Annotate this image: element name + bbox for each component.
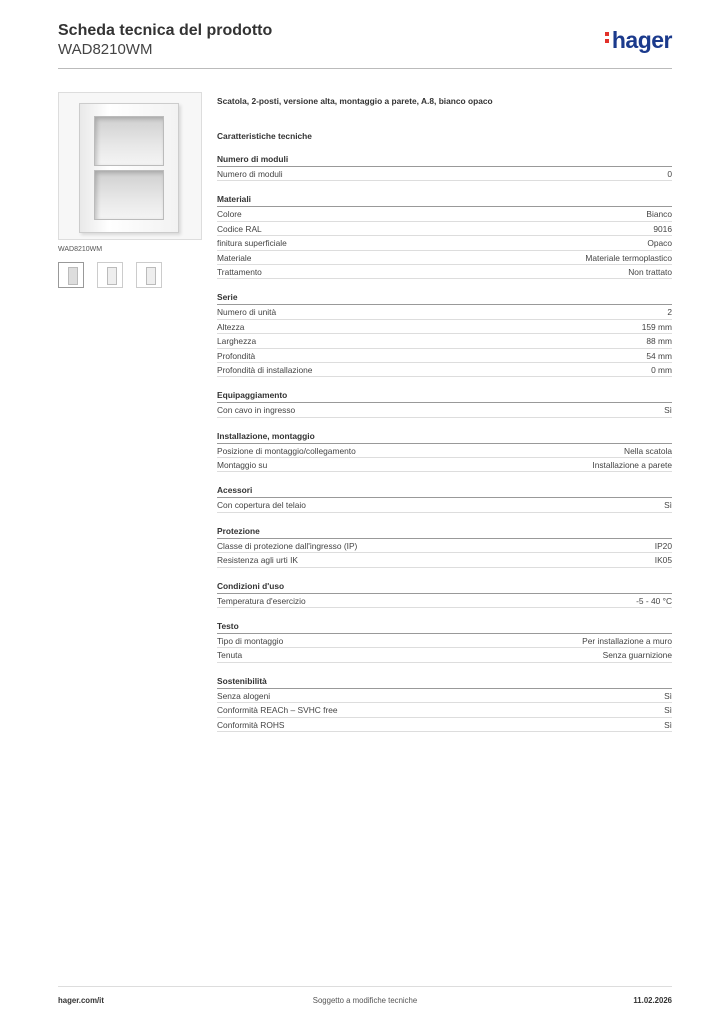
spec-section (217, 292, 672, 377)
spec-section (217, 431, 672, 473)
spec-section (217, 154, 672, 181)
spec-label: finitura superficiale (217, 238, 287, 249)
spec-label: Altezza (217, 321, 245, 332)
spec-label: Tenuta (217, 650, 243, 661)
spec-row (217, 594, 672, 608)
logo-dots-icon (605, 29, 610, 46)
section-title: Condizioni d'uso (217, 581, 672, 594)
spec-label: Conformità REACh – SVHC free (217, 705, 338, 716)
box-slot-bottom (94, 170, 164, 220)
spec-value: 88 mm (646, 336, 672, 347)
spec-row (217, 207, 672, 221)
spec-section (217, 526, 672, 568)
spec-value: Nella scatola (624, 445, 672, 456)
spec-section (217, 676, 672, 732)
spec-row (217, 634, 672, 648)
spec-sections (217, 154, 672, 732)
spec-value: Sì (664, 500, 672, 511)
spec-value: Sì (664, 705, 672, 716)
spec-label: Conformità ROHS (217, 719, 285, 730)
spec-row (217, 305, 672, 319)
thumbnail-1[interactable] (58, 262, 84, 288)
spec-sheet (217, 96, 672, 732)
footer-divider (58, 986, 672, 987)
spec-row (217, 539, 672, 553)
spec-label: Resistenza agli urti IK (217, 555, 298, 566)
spec-value: Opaco (647, 238, 672, 249)
spec-value: Bianco (646, 209, 672, 220)
spec-value: IP20 (654, 540, 672, 551)
spec-section (217, 194, 672, 279)
spec-value: Senza guarnizione (602, 650, 672, 661)
spec-value: Sì (664, 690, 672, 701)
footer-note: Soggetto a modifiche tecniche (312, 996, 418, 1005)
section-title: Numero di moduli (217, 154, 672, 167)
spec-row (217, 167, 672, 181)
spec-row (217, 363, 672, 377)
spec-value: Installazione a parete (592, 460, 672, 471)
thumbnail-icon (146, 267, 156, 285)
section-title: Equipaggiamento (217, 390, 672, 403)
spec-label: Temperatura d'esercizio (217, 595, 306, 606)
page-title: Scheda tecnica del prodotto (58, 22, 273, 39)
section-title: Materiali (217, 194, 672, 207)
section-title: Sostenibilità (217, 676, 672, 689)
thumbnail-icon (107, 267, 117, 285)
spec-label: Colore (217, 209, 242, 220)
spec-label: Profondità (217, 350, 256, 361)
tech-heading: Caratteristiche tecniche (217, 131, 312, 141)
spec-value: Per installazione a muro (582, 636, 672, 647)
spec-row (217, 444, 672, 458)
product-description: Scatola, 2-posti, versione alta, montaggio a parete, A.8, bianco opaco (217, 96, 493, 106)
product-media (58, 92, 202, 288)
logo-text: hager (611, 27, 672, 53)
section-title: Serie (217, 292, 672, 305)
spec-value: 54 mm (646, 350, 672, 361)
spec-row (217, 334, 672, 348)
spec-value: Sì (664, 719, 672, 730)
section-title: Installazione, montaggio (217, 431, 672, 444)
spec-value: Sì (664, 405, 672, 416)
spec-value: 9016 (653, 223, 672, 234)
spec-value: 2 (667, 307, 672, 318)
spec-value: Non trattato (628, 266, 672, 277)
spec-label: Materiale (217, 252, 252, 263)
spec-row (217, 718, 672, 732)
box-illustration (79, 103, 179, 233)
spec-row (217, 251, 672, 265)
spec-value: 0 mm (651, 364, 672, 375)
spec-value: -5 - 40 °C (636, 595, 672, 606)
spec-label: Numero di moduli (217, 169, 283, 179)
footer-date: 11.02.2026 (633, 996, 672, 1005)
section-title: Testo (217, 621, 672, 634)
spec-value: Materiale termoplastico (585, 252, 672, 263)
spec-label: Numero di unità (217, 307, 277, 318)
spec-label: Profondità di installazione (217, 364, 313, 375)
spec-row (217, 222, 672, 236)
section-title: Acessori (217, 485, 672, 498)
spec-label: Tipo di montaggio (217, 636, 284, 647)
header-divider (58, 68, 672, 69)
spec-label: Con copertura del telaio (217, 500, 306, 511)
spec-section (217, 485, 672, 512)
box-slot-top (94, 116, 164, 166)
section-title: Protezione (217, 526, 672, 539)
spec-row (217, 236, 672, 250)
spec-row (217, 689, 672, 703)
spec-label: Con cavo in ingresso (217, 405, 296, 416)
spec-label: Codice RAL (217, 223, 262, 234)
spec-value: IK05 (654, 555, 672, 566)
spec-label: Montaggio su (217, 460, 268, 471)
spec-label: Classe di protezione dall'ingresso (IP) (217, 540, 358, 551)
product-code: WAD8210WM (58, 41, 153, 58)
thumbnail-strip (58, 262, 202, 288)
spec-value: 0 (667, 169, 672, 179)
spec-label: Larghezza (217, 336, 257, 347)
thumbnail-2[interactable] (97, 262, 123, 288)
spec-row (217, 553, 672, 567)
spec-row (217, 403, 672, 417)
spec-label: Trattamento (217, 266, 262, 277)
spec-row (217, 498, 672, 512)
spec-value: 159 mm (641, 321, 672, 332)
spec-row (217, 703, 672, 717)
spec-row (217, 265, 672, 279)
spec-row (217, 320, 672, 334)
thumbnail-icon (68, 267, 78, 285)
image-caption: WAD8210WM (58, 246, 103, 253)
thumbnail-3[interactable] (136, 262, 162, 288)
footer-website[interactable]: hager.com/it (58, 996, 104, 1005)
spec-row (217, 349, 672, 363)
spec-label: Posizione di montaggio/collegamento (217, 445, 356, 456)
spec-section (217, 581, 672, 608)
spec-row (217, 458, 672, 472)
page-header (58, 22, 672, 68)
product-image[interactable] (58, 92, 202, 240)
spec-section (217, 390, 672, 417)
spec-row (217, 648, 672, 662)
hager-logo (605, 27, 672, 54)
spec-section (217, 621, 672, 663)
spec-label: Senza alogeni (217, 690, 271, 701)
